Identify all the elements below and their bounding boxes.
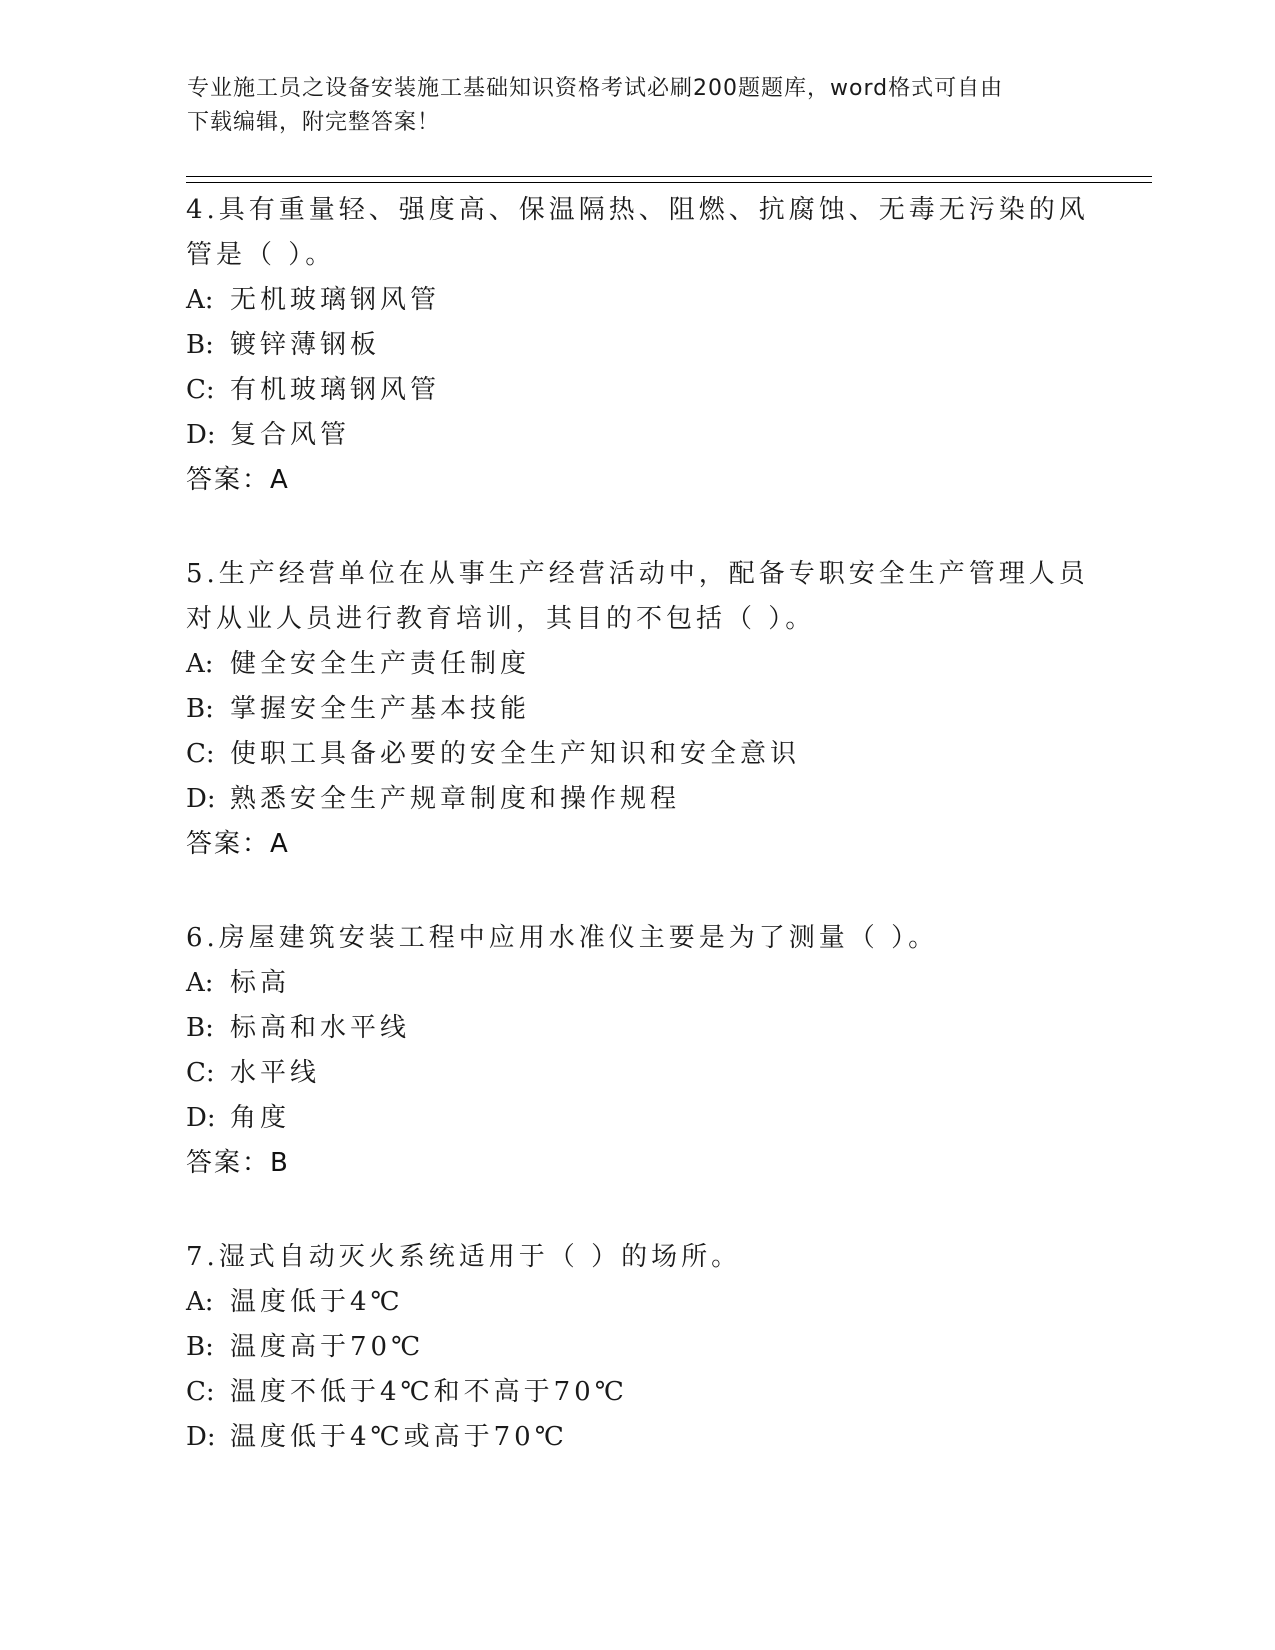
- option-key: B:: [186, 694, 214, 724]
- option-text: 温度高于70℃: [230, 1332, 425, 1362]
- answer-line: 答案：A: [186, 829, 290, 859]
- question-block: [186, 188, 1089, 503]
- option-b: [186, 323, 1086, 368]
- question-block: [186, 1235, 1086, 1460]
- option-text: 掌握安全生产基本技能: [230, 694, 531, 724]
- option-a: [186, 961, 1086, 1006]
- option-key: A:: [186, 285, 214, 315]
- answer-line: 答案：B: [186, 1148, 290, 1178]
- option-text: 熟悉安全生产规章制度和操作规程: [230, 784, 681, 814]
- option-c: [186, 1370, 1086, 1415]
- option-text: 水平线: [230, 1058, 321, 1088]
- option-d: [186, 777, 1086, 822]
- option-d: [186, 1096, 1086, 1141]
- question-stem-line: 对从业人员进行教育培训，其目的不包括（ ）。: [186, 604, 816, 634]
- option-b: [186, 687, 1086, 732]
- option-key: A:: [186, 1287, 214, 1317]
- header-divider-top: [186, 176, 1152, 177]
- option-key: C:: [186, 1058, 215, 1088]
- option-d: [186, 1415, 1086, 1460]
- option-text: 角度: [230, 1103, 291, 1133]
- option-key: D:: [186, 420, 216, 450]
- option-a: [186, 1280, 1086, 1325]
- question-stem-line: 7.湿式自动灭火系统适用于（ ）的场所。: [186, 1242, 742, 1272]
- option-text: 镀锌薄钢板: [230, 330, 381, 360]
- option-text: 复合风管: [230, 420, 351, 450]
- header-line-2: 下载编辑，附完整答案！: [187, 110, 441, 135]
- option-key: D:: [186, 784, 216, 814]
- question-block: [186, 916, 1086, 1186]
- option-key: B:: [186, 1332, 214, 1362]
- option-text: 无机玻璃钢风管: [230, 285, 441, 315]
- question-stem-line: 4.具有重量轻、强度高、保温隔热、阻燃、抗腐蚀、无毒无污染的风: [186, 195, 1089, 225]
- option-c: [186, 1051, 1086, 1096]
- option-key: D:: [186, 1422, 216, 1452]
- question-stem-line: 5.生产经营单位在从事生产经营活动中，配备专职安全生产管理人员: [186, 559, 1089, 589]
- answer-line: 答案：A: [186, 465, 290, 495]
- option-text: 使职工具备必要的安全生产知识和安全意识: [230, 739, 801, 769]
- option-key: A:: [186, 649, 214, 679]
- option-key: D:: [186, 1103, 216, 1133]
- option-b: [186, 1006, 1086, 1051]
- option-d: [186, 413, 1086, 458]
- option-text: 温度低于4℃或高于70℃: [230, 1422, 568, 1452]
- option-c: [186, 368, 1086, 413]
- option-key: B:: [186, 1013, 214, 1043]
- question-stem-line: 6.房屋建筑安装工程中应用水准仪主要是为了测量（ ）。: [186, 923, 939, 953]
- option-key: B:: [186, 330, 214, 360]
- option-b: [186, 1325, 1086, 1370]
- option-text: 标高: [230, 968, 291, 998]
- question-stem-line: 管是（ ）。: [186, 240, 336, 270]
- option-key: C:: [186, 1377, 215, 1407]
- option-text: 温度不低于4℃和不高于70℃: [230, 1377, 628, 1407]
- question-block: [186, 552, 1089, 867]
- option-key: C:: [186, 375, 215, 405]
- option-a: [186, 278, 1086, 323]
- option-c: [186, 732, 1086, 777]
- header-line-1: 专业施工员之设备安装施工基础知识资格考试必刷200题题库，word格式可自由: [187, 76, 1004, 101]
- option-text: 健全安全生产责任制度: [230, 649, 531, 679]
- option-key: C:: [186, 739, 215, 769]
- option-text: 标高和水平线: [230, 1013, 411, 1043]
- header-divider-bottom: [186, 182, 1152, 183]
- option-text: 温度低于4℃: [230, 1287, 404, 1317]
- option-a: [186, 642, 1086, 687]
- document-header: [187, 72, 1087, 140]
- option-text: 有机玻璃钢风管: [230, 375, 441, 405]
- option-key: A:: [186, 968, 214, 998]
